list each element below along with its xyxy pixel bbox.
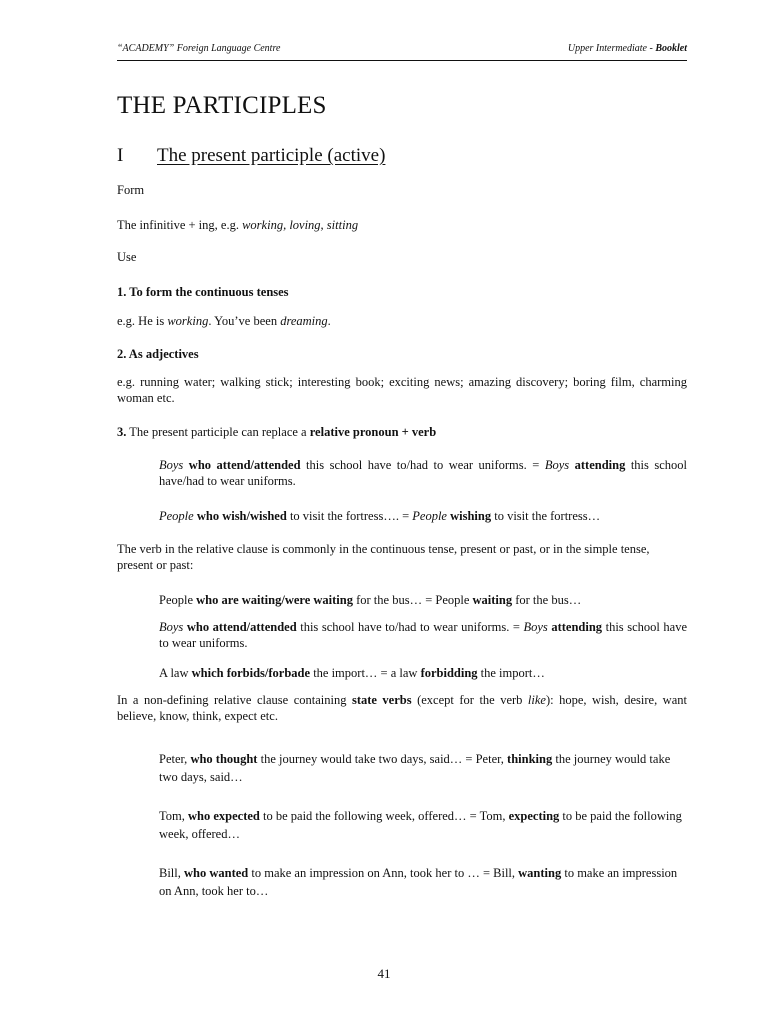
ex7-a: Tom,	[159, 809, 188, 823]
header-booklet-label	[568, 43, 687, 54]
ex3-d: waiting	[472, 593, 513, 607]
use2-heading-text: 2. As adjectives	[117, 347, 199, 361]
state-note-d: like	[527, 693, 546, 707]
form-label: Form	[117, 183, 145, 197]
ex3-b: who are waiting/were waiting	[196, 593, 353, 607]
ex4-d: Boys	[523, 620, 548, 634]
ex5-e: the import…	[477, 666, 545, 680]
ex6-c: the journey would take two days, said… = Peter,	[257, 752, 508, 766]
section-number: I	[117, 145, 124, 166]
section-title: The present participle (active)	[157, 145, 386, 166]
ex2-a: People	[159, 509, 194, 523]
ex8-b: who wanted	[184, 866, 249, 880]
ex1-a: Boys	[159, 458, 184, 472]
form-examples: working, loving, sitting	[242, 218, 359, 232]
use1-word1: working	[167, 314, 209, 328]
ex2-c: to visit the fortress…. =	[286, 509, 413, 523]
example-law	[159, 665, 687, 681]
use3-prefix: The present participle can replace a	[126, 425, 310, 439]
ex1-c: this school have to/had to wear uniforms. =	[300, 458, 545, 472]
use1-example	[117, 313, 687, 329]
ex2-f: to visit the fortress…	[491, 509, 601, 523]
ex3-a: People	[159, 593, 197, 607]
ex4-e: attending	[547, 620, 603, 634]
page-number: 41	[377, 966, 391, 981]
state-note-c: (except for the verb	[411, 693, 528, 707]
ex7-e: to be paid the following week, offered…	[159, 809, 682, 841]
use1-prefix: e.g. He is	[117, 314, 168, 328]
ex7-b: who expected	[188, 809, 260, 823]
ex1-e: attending	[569, 458, 626, 472]
page-header	[117, 43, 687, 61]
example-bill	[159, 864, 687, 900]
example-peter	[159, 750, 687, 786]
ex2-b: who wish/wished	[193, 509, 287, 523]
ex3-c: for the bus… = People	[352, 593, 473, 607]
ex3-e: for the bus…	[512, 593, 582, 607]
use-label: Use	[117, 250, 137, 264]
use1-heading	[117, 284, 687, 300]
ex5-b: which forbids/forbade	[191, 666, 311, 680]
ex1-b: who attend/attended	[183, 458, 301, 472]
ex6-d: thinking	[507, 752, 553, 766]
use3-text	[117, 424, 687, 440]
use2-heading	[117, 346, 687, 362]
ex2-e: wishing	[446, 509, 492, 523]
example-boys-2	[159, 619, 687, 651]
ex7-d: expecting	[508, 809, 560, 823]
ex6-b: who thought	[190, 752, 258, 766]
example-people-2	[159, 592, 687, 608]
ex1-f: this school have/had to wear uniforms.	[159, 458, 688, 488]
ex4-c: this school have to/had to wear uniforms. =	[296, 620, 524, 634]
example-tom	[159, 807, 687, 843]
form-text-prefix: The infinitive + ing, e.g.	[117, 218, 243, 232]
form-text	[117, 217, 687, 233]
header-booklet: Booklet	[655, 43, 687, 54]
use1-end: .	[327, 314, 331, 328]
state-note-e: ): hope, wish, desire, want believe, know, think, expect etc.	[117, 693, 687, 723]
ex8-e: to make an impression on Ann, took her to…	[159, 866, 678, 898]
verb-note: The verb in the relative clause is commonly in the continuous tense, present or past, or in the simple tense, present or past:	[117, 542, 650, 572]
use1-word2: dreaming	[280, 314, 328, 328]
state-note-a: In a non-defining relative clause containing	[117, 693, 352, 707]
use1-mid: . You’ve been	[208, 314, 281, 328]
ex4-f: this school have to wear uniforms.	[159, 620, 688, 650]
ex8-c: to make an impression on Ann, took her to … = Bill,	[248, 866, 519, 880]
ex8-a: Bill,	[159, 866, 185, 880]
use1-heading-text: 1. To form the continuous tenses	[117, 285, 289, 299]
ex6-e: the journey would take two days, said…	[159, 752, 671, 784]
ex5-a: A law	[159, 666, 192, 680]
example-people-1	[159, 508, 687, 524]
ex8-d: wanting	[518, 866, 562, 880]
use2-example: e.g. running water; walking stick; interesting book; exciting news; amazing discovery; boring film, charming woman etc.	[117, 375, 687, 405]
use3-num: 3.	[117, 425, 127, 439]
ex1-d: Boys	[544, 458, 570, 472]
ex4-b: who attend/attended	[183, 620, 297, 634]
example-boys-1	[159, 457, 687, 489]
header-level: Upper Intermediate -	[567, 43, 656, 54]
page-title: THE PARTICIPLES	[117, 92, 327, 119]
header-divider	[117, 60, 687, 61]
ex6-a: Peter,	[159, 752, 191, 766]
state-verbs-note	[117, 692, 687, 724]
ex5-c: the import… = a law	[310, 666, 421, 680]
ex4-a: Boys	[159, 620, 184, 634]
header-school-name: “ACADEMY” Foreign Language Centre	[117, 43, 281, 54]
ex7-c: to be paid the following week, offered… = Tom,	[259, 809, 509, 823]
ex2-d: People	[412, 509, 447, 523]
ex5-d: forbidding	[420, 666, 478, 680]
state-note-b: state verbs	[351, 693, 412, 707]
use3-bold: relative pronoun + verb	[309, 425, 437, 439]
